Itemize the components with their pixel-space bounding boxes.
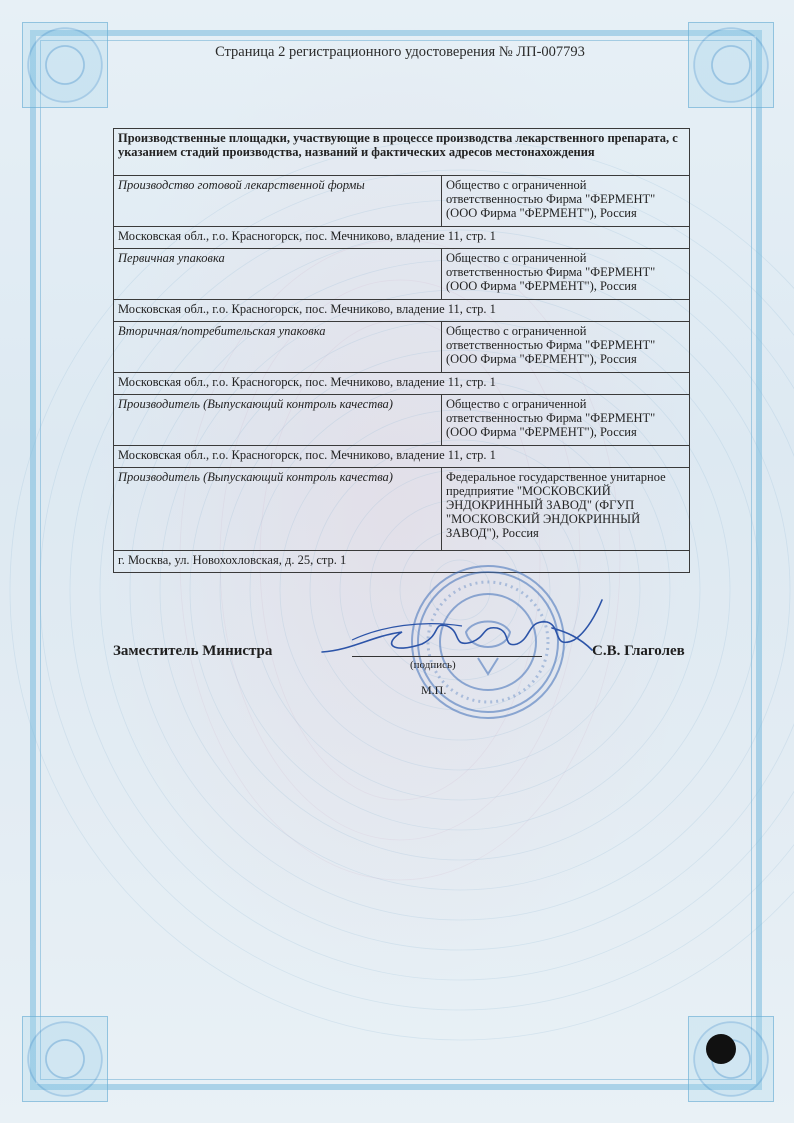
- table-row: [114, 446, 690, 468]
- table-row: [114, 176, 690, 227]
- manufacturer-name: Общество с ограниченной ответственностью Фирма "ФЕРМЕНТ" (ООО Фирма "ФЕРМЕНТ"), Россия: [442, 249, 690, 300]
- production-stage: Вторичная/потребительская упаковка: [114, 322, 442, 373]
- table-row: [114, 395, 690, 446]
- manufacturer-name: Общество с ограниченной ответственностью Фирма "ФЕРМЕНТ" (ООО Фирма "ФЕРМЕНТ"), Россия: [442, 176, 690, 227]
- table-row: [114, 249, 690, 300]
- page-header: Страница 2 регистрационного удостоверения № ЛП-007793: [215, 44, 585, 60]
- table-heading: Производственные площадки, участвующие в процессе производства лекарственного препарата, с указанием стадий производства, названий и фактических адресов местонахождения: [114, 129, 690, 176]
- site-address: Московская обл., г.о. Красногорск, пос. Мечниково, владение 11, стр. 1: [114, 446, 690, 468]
- table-row: [114, 227, 690, 249]
- site-address: г. Москва, ул. Новохохловская, д. 25, стр. 1: [114, 551, 690, 573]
- signer-name: С.В. Глаголев: [592, 643, 685, 659]
- table-row: [114, 373, 690, 395]
- production-stage: Производство готовой лекарственной формы: [114, 176, 442, 227]
- manufacturer-name: Общество с ограниченной ответственностью Фирма "ФЕРМЕНТ" (ООО Фирма "ФЕРМЕНТ"), Россия: [442, 322, 690, 373]
- corner-ornament: [688, 22, 774, 108]
- corner-ornament: [22, 1016, 108, 1102]
- handwritten-signature: [312, 592, 612, 666]
- production-stage: Первичная упаковка: [114, 249, 442, 300]
- production-sites-table: [113, 128, 690, 573]
- site-address: Московская обл., г.о. Красногорск, пос. Мечниково, владение 11, стр. 1: [114, 227, 690, 249]
- corner-ornament: [22, 22, 108, 108]
- punch-hole: [706, 1034, 736, 1064]
- manufacturer-name: Федеральное государственное унитарное предприятие "МОСКОВСКИЙ ЭНДОКРИННЫЙ ЗАВОД" (ФГУП "МОСКОВСКИЙ ЭНДОКРИННЫЙ ЗАВОД"), Россия: [442, 468, 690, 551]
- production-stage: Производитель (Выпускающий контроль качества): [114, 468, 442, 551]
- table-row: [114, 322, 690, 373]
- table-row: [114, 468, 690, 551]
- signature-caption: (подпись): [410, 659, 456, 671]
- signer-position: Заместитель Министра: [113, 643, 273, 659]
- production-stage: Производитель (Выпускающий контроль качества): [114, 395, 442, 446]
- table-row: [114, 551, 690, 573]
- site-address: Московская обл., г.о. Красногорск, пос. Мечниково, владение 11, стр. 1: [114, 373, 690, 395]
- table-row: [114, 300, 690, 322]
- stamp-place-label: М.П.: [421, 683, 447, 697]
- manufacturer-name: Общество с ограниченной ответственностью Фирма "ФЕРМЕНТ" (ООО Фирма "ФЕРМЕНТ"), Россия: [442, 395, 690, 446]
- site-address: Московская обл., г.о. Красногорск, пос. Мечниково, владение 11, стр. 1: [114, 300, 690, 322]
- signature-line: [352, 656, 542, 657]
